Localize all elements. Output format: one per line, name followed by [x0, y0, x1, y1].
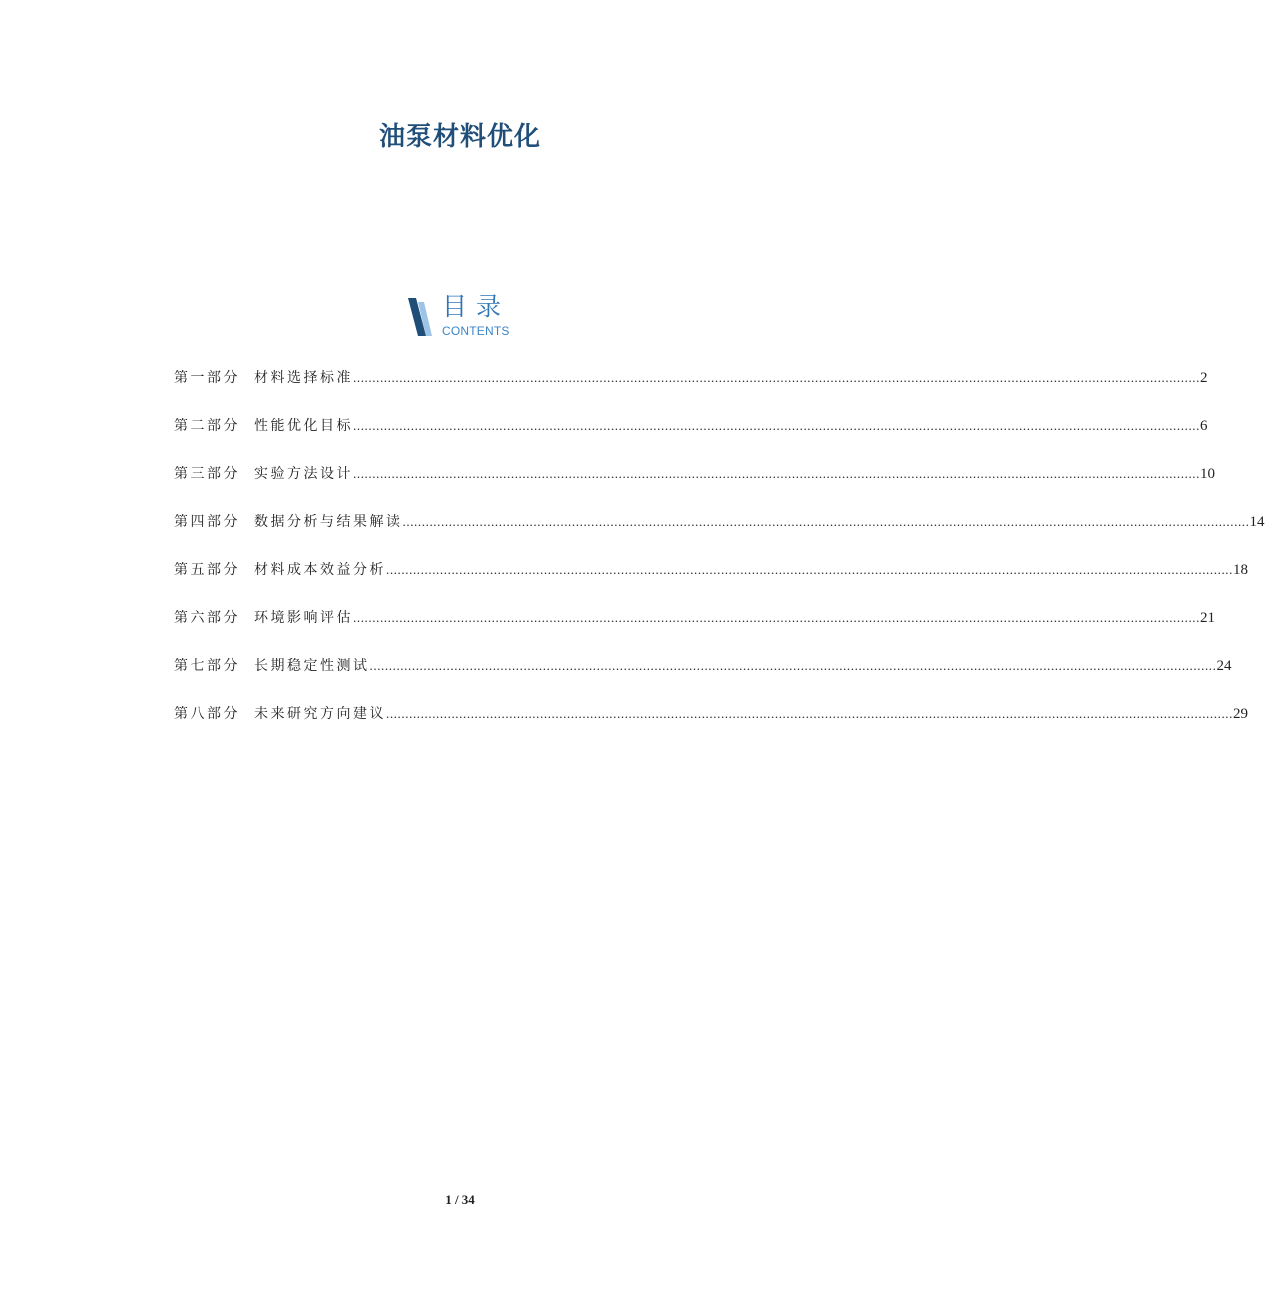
toc-entry-part: 第四部分 — [174, 514, 240, 530]
toc-dot-leader: ............................................................................................................................................................................................................................ — [353, 466, 1200, 481]
toc-entry-title: 数据分析与结果解读 — [254, 514, 403, 530]
toc-entry-title: 长期稳定性测试 — [254, 658, 370, 674]
toc-entry-part: 第七部分 — [174, 658, 240, 674]
toc-entry[interactable] — [174, 704, 1248, 752]
toc-entry-page: 2 — [1200, 370, 1208, 386]
toc-header — [406, 294, 536, 340]
toc-entry-title: 未来研究方向建议 — [254, 706, 386, 722]
toc-entry-title: 性能优化目标 — [254, 418, 353, 434]
toc-heading: 目录 — [442, 292, 511, 321]
toc-entry-title: 材料选择标准 — [254, 370, 353, 386]
toc-entry-page: 14 — [1249, 514, 1265, 530]
toc-entry[interactable] — [174, 464, 1215, 512]
toc-entry[interactable] — [174, 608, 1215, 656]
toc-entry-page: 21 — [1200, 610, 1215, 626]
toc-entry-part: 第八部分 — [174, 706, 240, 722]
toc-entry-part: 第三部分 — [174, 466, 240, 482]
toc-entry[interactable] — [174, 512, 1265, 560]
toc-entry-page: 18 — [1233, 562, 1248, 578]
toc-entry-page: 29 — [1233, 706, 1248, 722]
toc-entry-page: 24 — [1216, 658, 1232, 674]
toc-entry[interactable] — [174, 656, 1232, 704]
toc-entry-part: 第二部分 — [174, 418, 240, 434]
toc-entry-title: 材料成本效益分析 — [254, 562, 386, 578]
toc-dot-leader: ............................................................................................................................................................................................................................ — [402, 514, 1250, 529]
page-indicator: 1 / 34 — [445, 1192, 475, 1207]
toc-dot-leader: ............................................................................................................................................................................................................................ — [369, 658, 1217, 673]
toc-entry-page: 10 — [1200, 466, 1215, 482]
toc-dot-leader: ............................................................................................................................................................................................................................ — [353, 610, 1200, 625]
toc-entry[interactable] — [174, 368, 1208, 416]
toc-subheading: CONTENTS — [442, 324, 510, 338]
document-title: 油泵材料优化 — [378, 122, 541, 152]
toc-dot-leader: ............................................................................................................................................................................................................................ — [353, 370, 1200, 385]
toc-list — [174, 368, 1265, 752]
toc-entry-part: 第五部分 — [174, 562, 240, 578]
toc-entry-title: 环境影响评估 — [254, 610, 353, 626]
toc-entry-page: 6 — [1200, 418, 1208, 434]
toc-dot-leader: ............................................................................................................................................................................................................................ — [386, 706, 1233, 721]
toc-dot-leader: ............................................................................................................................................................................................................................ — [353, 418, 1200, 433]
toc-entry-part: 第六部分 — [174, 610, 240, 626]
toc-entry-part: 第一部分 — [174, 370, 240, 386]
toc-entry[interactable] — [174, 560, 1248, 608]
toc-entry-title: 实验方法设计 — [254, 466, 353, 482]
toc-dot-leader: ............................................................................................................................................................................................................................ — [386, 562, 1233, 577]
contents-emblem-icon — [406, 296, 436, 338]
toc-entry[interactable] — [174, 416, 1208, 464]
